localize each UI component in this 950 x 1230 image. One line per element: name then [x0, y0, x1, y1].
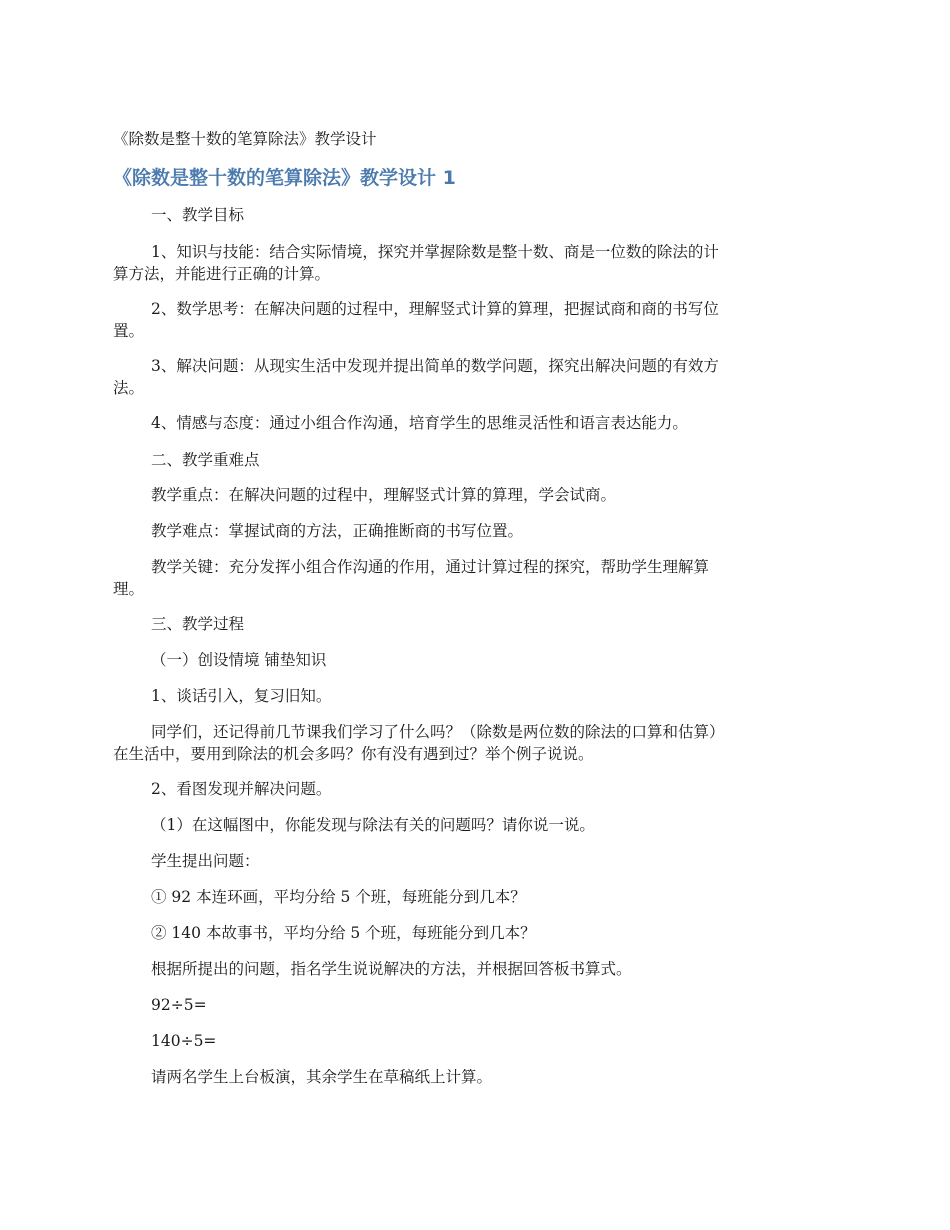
paragraph-line: 教学关键：充分发挥小组合作沟通的作用，通过计算过程的探究，帮助学生理解算	[151, 558, 710, 576]
paragraph-line: 同学们，还记得前几节课我们学习了什么吗？（除数是两位数的除法的口算和估算）	[151, 723, 725, 741]
equation-line: 140÷5=	[151, 1032, 217, 1050]
paragraph-line: 学生提出问题：	[151, 852, 260, 870]
paragraph-line: 1、谈话引入，复习旧知。	[151, 687, 332, 705]
paragraph-line: 根据所提出的问题，指名学生说说解决的方法，并根据回答板书算式。	[151, 960, 632, 978]
paragraph-line: 置。	[113, 322, 145, 340]
paragraph-line: 4、情感与态度：通过小组合作沟通，培育学生的思维灵活性和语言表达能力。	[151, 414, 688, 432]
paragraph-line: ② 140 本故事书，平均分给 5 个班，每班能分到几本？	[151, 924, 536, 942]
section-title-objectives: 一、教学目标	[151, 206, 245, 224]
paragraph-line: ① 92 本连环画，平均分给 5 个班，每班能分到几本？	[151, 888, 526, 906]
paragraph-line: 2、看图发现并解决问题。	[151, 780, 332, 798]
paragraph-line: 理。	[113, 580, 145, 598]
document-title: 《除数是整十数的笔算除法》教学设计	[113, 130, 377, 148]
paragraph-line: 3、解决问题：从现实生活中发现并提出简单的数学问题，探究出解决问题的有效方	[151, 357, 719, 375]
paragraph-line: 法。	[113, 379, 145, 397]
paragraph-line: 算方法，并能进行正确的计算。	[113, 265, 331, 283]
section-heading: 《除数是整十数的笔算除法》教学设计 1	[113, 167, 456, 189]
section-title-key-points: 二、教学重难点	[151, 451, 260, 469]
paragraph-line: 在生活中，要用到除法的机会多吗？你有没有遇到过？举个例子说说。	[113, 745, 594, 763]
paragraph-line: 请两名学生上台板演，其余学生在草稿纸上计算。	[151, 1068, 493, 1086]
section-title-process: 三、教学过程	[151, 615, 245, 633]
paragraph-line: 2、数学思考：在解决问题的过程中，理解竖式计算的算理，把握试商和商的书写位	[151, 300, 719, 318]
paragraph-line: 教学重点：在解决问题的过程中，理解竖式计算的算理，学会试商。	[151, 486, 617, 504]
paragraph-line: 1、知识与技能：结合实际情境，探究并掌握除数是整十数、商是一位数的除法的计	[151, 243, 719, 261]
subsection-title: （一）创设情境 铺垫知识	[151, 651, 327, 669]
paragraph-line: （1）在这幅图中，你能发现与除法有关的问题吗？请你说一说。	[151, 816, 595, 834]
paragraph-line: 教学难点：掌握试商的方法，正确推断商的书写位置。	[151, 522, 524, 540]
equation-line: 92÷5=	[151, 996, 207, 1014]
